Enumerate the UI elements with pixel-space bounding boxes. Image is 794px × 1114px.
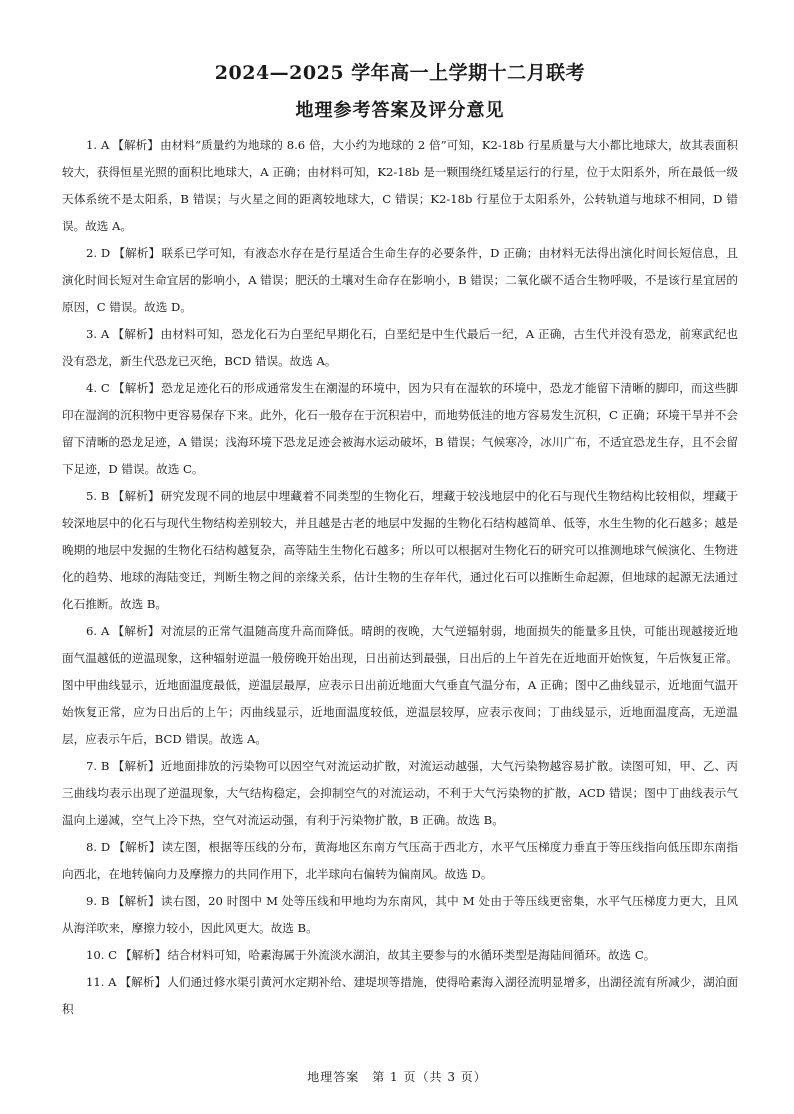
answer-explanation: 由材料可知，恐龙化石为白垩纪早期化石，白垩纪是中生代最后一纪，A 正确，古生代并没有恐龙，前寒武纪也没有恐龙，新生代恐龙已灭绝，BCD 错误。故选 A。 [62,327,738,368]
answer-number: 9. B [86,894,110,908]
answer-explanation: 近地面排放的污染物可以因空气对流运动扩散，对流运动越强，大气污染物越容易扩散。读图可知，甲、乙、丙三曲线均表示出现了逆温现象，大气结构稳定，会抑制空气的对流运动，不利于大气污染物的扩散，ACD 错误；图中丁曲线表示气温向上递减，空气上冷下热，空气对流运动强，有利于污染物扩散，B 正确。故选 B。 [62,759,738,827]
answer-explanation: 结合材料可知，哈素海属于外流淡水湖泊，故其主要参与的水循环类型是海陆间循环。故选 C。 [167,948,656,962]
answer-number: 7. B [86,759,110,773]
analysis-tag: 【解析】 [112,138,160,152]
answer-item-5 [62,483,738,618]
analysis-tag: 【解析】 [112,327,160,341]
page-footer: 地理答案 第 1 页（共 3 页） [307,1070,487,1084]
analysis-tag: 【解析】 [120,948,167,962]
answer-number: 10. C [86,948,117,962]
answer-item-11 [62,969,738,1023]
answer-item-1 [62,132,738,240]
answer-item-2 [62,240,738,321]
answer-explanation: 联系已学可知，有液态水存在是行星适合生命生存的必要条件，D 正确；由材料无法得出演化时间长短信息，且演化时间长短对生命宜居的影响小，A 错误；肥沃的土壤对生命存在影响小，B 错误；二氧化碳不适合生物呼吸，不是该行星宜居的原因，C 错误。故选 D。 [62,246,738,314]
answer-explanation: 人们通过修水渠引黄河水定期补给、建堤坝等措施，使得哈素海入湖径流明显增多，出湖径流有所减少，湖泊面积 [62,975,738,1016]
answer-explanation: 恐龙足迹化石的形成通常发生在潮湿的环境中，因为只有在湿软的环境中，恐龙才能留下清晰的脚印，而这些脚印在湿润的沉积物中更容易保存下来。此外，化石一般存在于沉积岩中，而地势低洼的地方容易发生沉积，C 正确；环境干旱并不会留下清晰的恐龙足迹，A 错误；浅海环境下恐龙足迹会被海水运动破坏，B 错误；气候寒冷，冰川广布，不适宜恐龙生存，且不会留下足迹，D 错误。故选 C。 [62,381,738,476]
analysis-tag: 【解析】 [112,624,160,638]
analysis-tag: 【解析】 [112,381,161,395]
answer-explanation: 读右图，20 时图中 M 处等压线和甲地均为东南风，其中 M 处由于等压线更密集，水平气压梯度力更大，且风从海洋吹来，摩擦力较小，因此风更大。故选 B。 [62,894,738,935]
analysis-tag: 【解析】 [113,840,161,854]
answer-item-7 [62,753,738,834]
answer-explanation: 由材料“质量约为地球的 8.6 倍，大小约为地球的 2 倍”可知，K2-18b 行星质量与大小都比地球大，故其表面积较大，获得恒星光照的面积比地球大，A 正确；由材料可知，K2-18b 是一颗围绕红矮星运行的行星，位于太阳系外，所在最低一级天体系统不是太阳系，B 错误；与火星之间的距离较地球大，C 错误；K2-18b 行星位于太阳系外，公转轨道与地球不相同，D 错误。故选 A。 [62,138,738,233]
page-subtitle: 地理参考答案及评分意见 [295,100,505,121]
page-title: 2024—2025 学年高一上学期十二月联考 [214,62,586,84]
answer-number: 4. C [86,381,110,395]
answer-item-4 [62,375,738,483]
answer-explanation: 研究发现不同的地层中埋藏着不同类型的生物化石，埋藏于较浅地层中的化石与现代生物结构比较相似，埋藏于较深地层中的化石与现代生物结构差别较大，并且越是古老的地层中发掘的生物化石结构越简单、低等，水生生物的化石越多；越是晚期的地层中发掘的生物化石结构越复杂，高等陆生生物化石越多；所以可以根据对生物化石的研究可以推测地球气候演化、生物进化的趋势、地球的海陆变迁，判断生物之间的亲缘关系，估计生物的生存年代，通过化石可以推断生命起源，但地球的起源无法通过化石推断。故选 B。 [62,489,738,611]
answer-number: 1. A [86,138,110,152]
answer-explanation: 对流层的正常气温随高度升高而降低。晴朗的夜晚，大气逆辐射弱，地面损失的能量多且快，可能出现越接近地面气温越低的逆温现象，这种辐射逆温一般傍晚开始出现，日出前达到最强，日出后的上午首先在近地面开始恢复，午后恢复正常。图中甲曲线显示，近地面温度最低，逆温层最厚，应表示日出前近地面大气垂直气温分布，A 正确；图中乙曲线显示，近地面气温开始恢复正常，应为日出后的上午；丙曲线显示，近地面温度较低，逆温层较厚，应表示夜间；丁曲线显示，近地面温度高，无逆温层，应表示午后，BCD 错误。故选 A。 [62,624,738,746]
analysis-tag: 【解析】 [112,759,160,773]
analysis-tag: 【解析】 [113,246,161,260]
answer-number: 6. A [86,624,110,638]
answer-item-8 [62,834,738,888]
answer-item-3 [62,321,738,375]
answer-item-9 [62,888,738,942]
answer-number: 11. A [86,975,117,989]
answer-item-6 [62,618,738,753]
answer-number: 5. B [86,489,110,503]
answer-number: 8. D [86,840,111,854]
answer-item-10 [62,942,738,969]
analysis-tag: 【解析】 [112,489,160,503]
answer-number: 3. A [86,327,110,341]
analysis-tag: 【解析】 [112,894,160,908]
analysis-tag: 【解析】 [119,975,167,989]
answer-number: 2. D [86,246,111,260]
answer-explanation: 读左图，根据等压线的分布，黄海地区东南方气压高于西北方，水平气压梯度力垂直于等压线指向低压即东南指向西北，在地转偏向力及摩擦力的共同作用下，北半球向右偏转为偏南风。故选 D。 [62,840,738,881]
answer-list [62,132,738,1023]
